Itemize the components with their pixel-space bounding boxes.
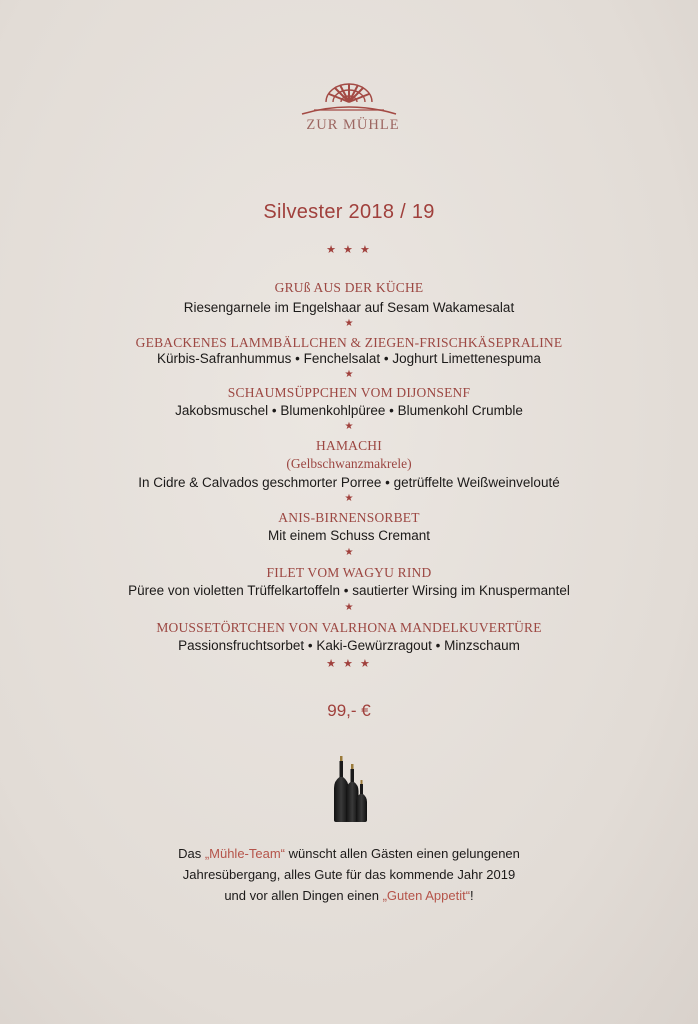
course-1-description: Riesengarnele im Engelshaar auf Sesam Wakamesalat: [183, 300, 515, 315]
closing-line-2: Jahresübergang, alles Gute für das kommende Jahr 2019: [182, 867, 516, 882]
course-5-description: Mit einem Schuss Cremant: [267, 528, 431, 543]
wine-bottles-icon: [329, 756, 369, 822]
star-separator: ★: [344, 493, 354, 504]
course-4-description: In Cidre & Calvados geschmorter Porree • getrüffelte Weißweinvelouté: [138, 475, 560, 490]
team-name: „Mühle-Team“: [204, 846, 285, 861]
course-3-heading: SCHAUMSÜPPCHEN VOM DIJONSENF: [227, 385, 471, 400]
star-separator: ★: [344, 602, 354, 613]
stars-separator-bottom: ★ ★ ★: [326, 658, 372, 670]
course-2-heading: GEBACKENES LAMMBÄLLCHEN & ZIEGEN-FRISCHKÄSEPRALINE: [135, 335, 563, 350]
closing-message: [0, 843, 698, 906]
course-2-description: Kürbis-Safranhummus • Fenchelsalat • Joghurt Limettenespuma: [157, 351, 541, 366]
course-4-subheading: (Gelbschwanzmakrele): [286, 456, 412, 471]
star-separator: ★: [344, 421, 354, 432]
closing-line-1: Das „Mühle-Team“ wünscht allen Gästen einen gelungenen: [178, 846, 520, 861]
closing-line-3: und vor allen Dingen einen „Guten Appetit“!: [224, 888, 474, 903]
menu-price: 99,- €: [327, 701, 371, 720]
guten-appetit: „Guten Appetit“: [382, 888, 471, 903]
menu-title: Silvester 2018 / 19: [263, 201, 435, 223]
mill-wheel-logo-icon: [300, 80, 398, 116]
wine-bottles-image: [0, 756, 698, 822]
course-7-heading: MOUSSETÖRTCHEN VON VALRHONA MANDELKUVERTÜRE: [156, 620, 542, 635]
course-7-description: Passionsfruchtsorbet • Kaki-Gewürzragout • Minzschaum: [178, 638, 520, 653]
course-4-heading: HAMACHI: [316, 438, 382, 453]
course-1-heading: GRUß AUS DER KÜCHE: [274, 280, 424, 295]
course-6-description: Püree von violetten Trüffelkartoffeln • sautierter Wirsing im Knuspermantel: [128, 583, 570, 598]
logo-text: ZUR MÜHLE: [306, 117, 400, 133]
star-separator: ★: [344, 318, 354, 329]
star-separator: ★: [344, 369, 354, 380]
course-6-heading: FILET VOM WAGYU RIND: [266, 565, 432, 580]
course-5-heading: ANIS-BIRNENSORBET: [278, 510, 420, 525]
course-3-description: Jakobsmuschel • Blumenkohlpüree • Blumenkohl Crumble: [175, 403, 523, 418]
stars-separator-top: ★ ★ ★: [326, 244, 372, 256]
logo: [0, 80, 698, 134]
star-separator: ★: [344, 547, 354, 558]
